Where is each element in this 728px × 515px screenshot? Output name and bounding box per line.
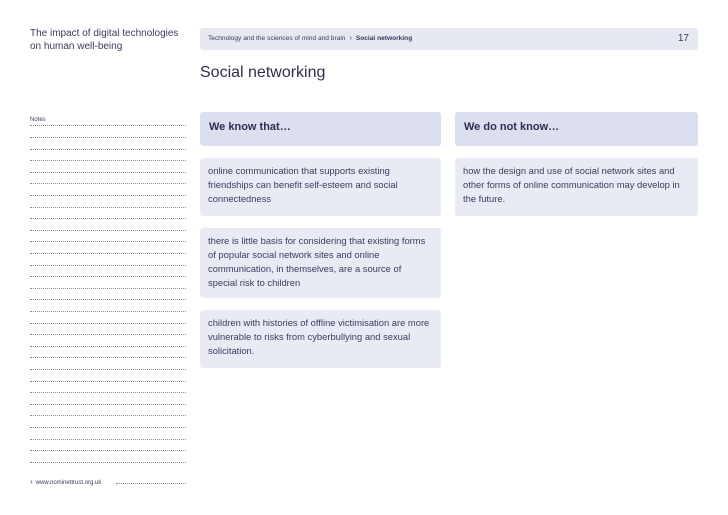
- notes-line: [30, 137, 186, 138]
- notes-line: [30, 125, 186, 126]
- unknown-heading: We do not know…: [464, 121, 560, 133]
- notes-line: [30, 149, 186, 150]
- notes-line: [30, 450, 186, 451]
- notes-line: [30, 334, 186, 335]
- notes-line: [30, 230, 186, 231]
- notes-line: [30, 195, 186, 196]
- notes-line: [30, 415, 186, 416]
- notes-line: [30, 299, 186, 300]
- breadcrumb: [208, 35, 412, 42]
- notes-line: [116, 483, 186, 484]
- unknown-heading-box: [455, 112, 698, 146]
- notes-line: [30, 183, 186, 184]
- notes-line: [30, 439, 186, 440]
- notes-line: [30, 369, 186, 370]
- website-link[interactable]: [30, 477, 186, 486]
- notes-line: [30, 404, 186, 405]
- known-card: there is little basis for considering that existing forms of popular social network sites and online communication, in themselves, are a source of special risk to children: [200, 228, 441, 298]
- known-card: children with histories of offline victimisation are more vulnerable to risks from cyberbullying and sexual solicitation.: [200, 310, 441, 368]
- notes-line: [30, 381, 186, 382]
- notes-line: [30, 346, 186, 347]
- notes-line: [30, 241, 186, 242]
- notes-line: [30, 323, 186, 324]
- breadcrumb-chevron-icon: ›: [349, 35, 352, 42]
- breadcrumb-parent[interactable]: Technology and the sciences of mind and brain: [208, 35, 346, 42]
- notes-line: [30, 160, 186, 161]
- page-number: 17: [677, 33, 689, 44]
- notes-line: [30, 218, 186, 219]
- notes-label: Notes: [30, 117, 46, 123]
- known-heading: We know that…: [209, 121, 291, 133]
- breadcrumb-current: Social networking: [355, 35, 413, 42]
- notes-line: [30, 172, 186, 173]
- notes-line: [30, 427, 186, 428]
- known-card: online communication that supports existing friendships can benefit self-esteem and social connectedness: [200, 158, 441, 216]
- website-url[interactable]: www.nominettrust.org.uk: [35, 480, 102, 486]
- notes-line: [30, 357, 186, 358]
- document-title: The impact of digital technologies on human well-being: [30, 28, 179, 52]
- notes-line: [30, 392, 186, 393]
- notes-line: [30, 311, 186, 312]
- notes-line: [30, 207, 186, 208]
- notes-line: [30, 265, 186, 266]
- known-heading-box: [200, 112, 441, 146]
- header-bar: [200, 28, 698, 50]
- section-title: Social networking: [200, 64, 326, 81]
- notes-line: [30, 276, 186, 277]
- unknown-card: how the design and use of social network sites and other forms of online communication may develop in the future.: [455, 158, 698, 216]
- notes-line: [30, 288, 186, 289]
- chevron-right-icon: ›: [30, 477, 33, 486]
- notes-line: [30, 253, 186, 254]
- notes-line: [30, 462, 186, 463]
